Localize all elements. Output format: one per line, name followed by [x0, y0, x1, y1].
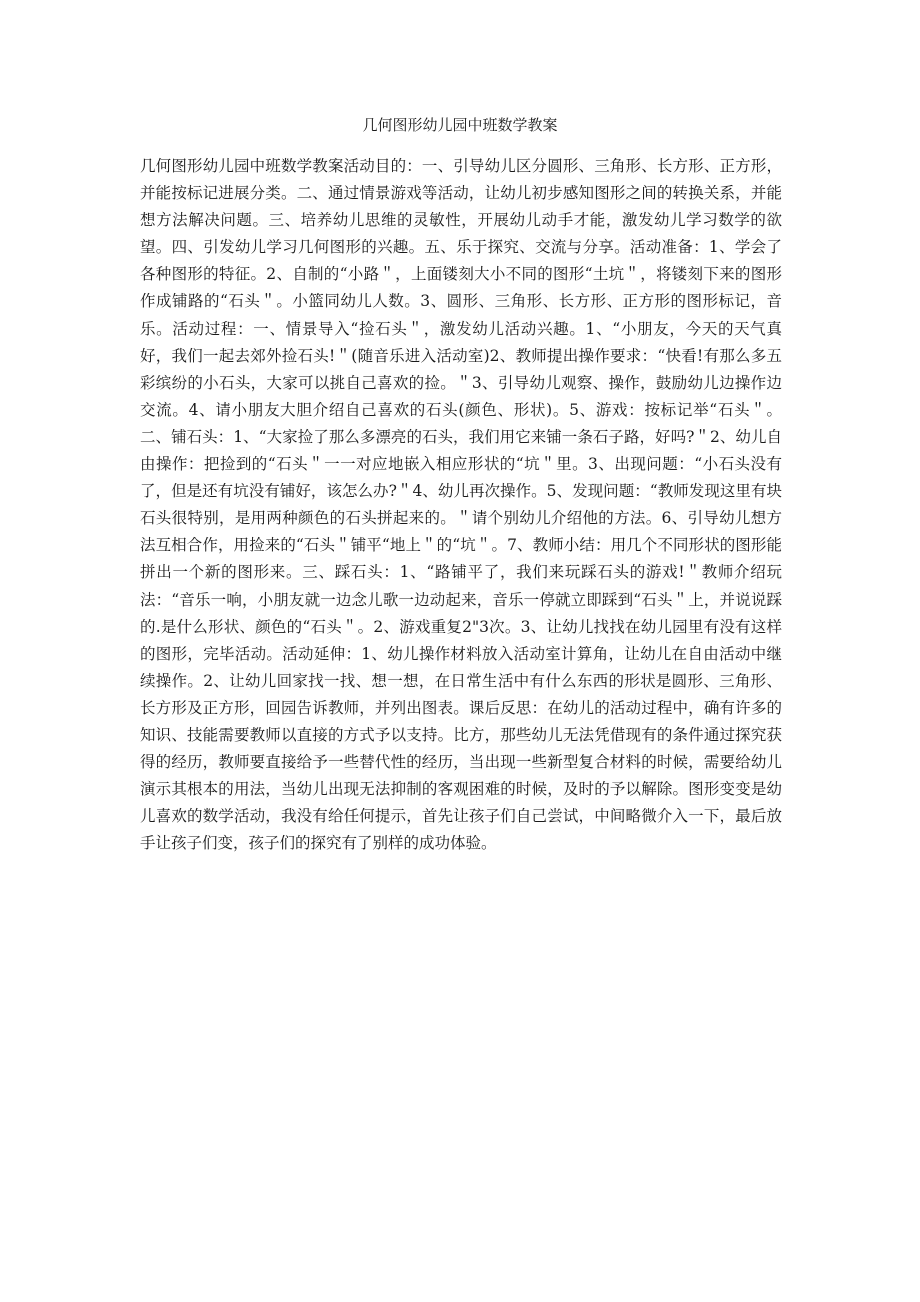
document-title: 几何图形幼儿园中班数学教案: [362, 116, 558, 134]
document-body-text: 几何图形幼儿园中班数学教案活动目的：一、引导幼儿区分圆形、三角形、长方形、正方形，并能按标记进展分类。二、通过情景游戏等活动，让幼儿初步感知图形之间的转换关系，并能想方法解决问题。三、培养幼儿思维的灵敏性，开展幼儿动手才能，激发幼儿学习数学的欲望。四、引发幼儿学习几何图形的兴趣。五、乐于探究、交流与分享。活动准备：1、学会了各种图形的特征。2、自制的“小路＂，上面镂刻大小不同的图形“土坑＂，将镂刻下来的图形作成铺路的“石头＂。小篮同幼儿人数。3、圆形、三角形、长方形、正方形的图形标记，音乐。活动过程：一、情景导入“捡石头＂，激发幼儿活动兴趣。1、“小朋友，今天的天气真好，我们一起去郊外捡石头!＂(随音乐进入活动室)2、教师提出操作要求：“快看!有那么多五彩缤纷的小石头，大家可以挑自己喜欢的捡。＂3、引导幼儿观察、操作，鼓励幼儿边操作边交流。4、请小朋友大胆介绍自己喜欢的石头(颜色、形状)。5、游戏：按标记举“石头＂。二、铺石头：1、“大家捡了那么多漂亮的石头，我们用它来铺一条石子路，好吗?＂2、幼儿自由操作：把捡到的“石头＂一一对应地嵌入相应形状的“坑＂里。3、出现问题：“小石头没有了，但是还有坑没有铺好，该怎么办?＂4、幼儿再次操作。5、发现问题：“教师发现这里有块石头很特别，是用两种颜色的石头拼起来的。＂请个别幼儿介绍他的方法。6、引导幼儿想方法互相合作，用捡来的“石头＂铺平“地上＂的“坑＂。7、教师小结：用几个不同形状的图形能拼出一个新的图形来。三、踩石头：1、“路铺平了，我们来玩踩石头的游戏!＂教师介绍玩法：“音乐一响，小朋友就一边念儿歌一边动起来，音乐一停就立即踩到“石头＂上，并说说踩的.是什么形状、颜色的“石头＂。2、游戏重复2"3次。3、让幼儿找找在幼儿园里有没有这样的图形，完毕活动。活动延伸：1、幼儿操作材料放入活动室计算角，让幼儿在自由活动中继续操作。2、让幼儿回家找一找、想一想，在日常生活中有什么东西的形状是圆形、三角形、长方形及正方形，回园告诉教师，并列出图表。课后反思：在幼儿的活动过程中，确有许多的知识、技能需要教师以直接的方式予以支持。比方，那些幼儿无法凭借现有的条件通过探究获得的经历，教师要直接给予一些替代性的经历，当出现一些新型复合材料的时候，需要给幼儿演示其根本的用法，当幼儿出现无法抑制的客观困难的时候，及时的予以解除。图形变变是幼儿喜欢的数学活动，我没有给任何提示，首先让孩子们自己尝试，中间略微介入一下，最后放手让孩子们变，孩子们的探究有了别样的成功体验。: [140, 157, 782, 853]
